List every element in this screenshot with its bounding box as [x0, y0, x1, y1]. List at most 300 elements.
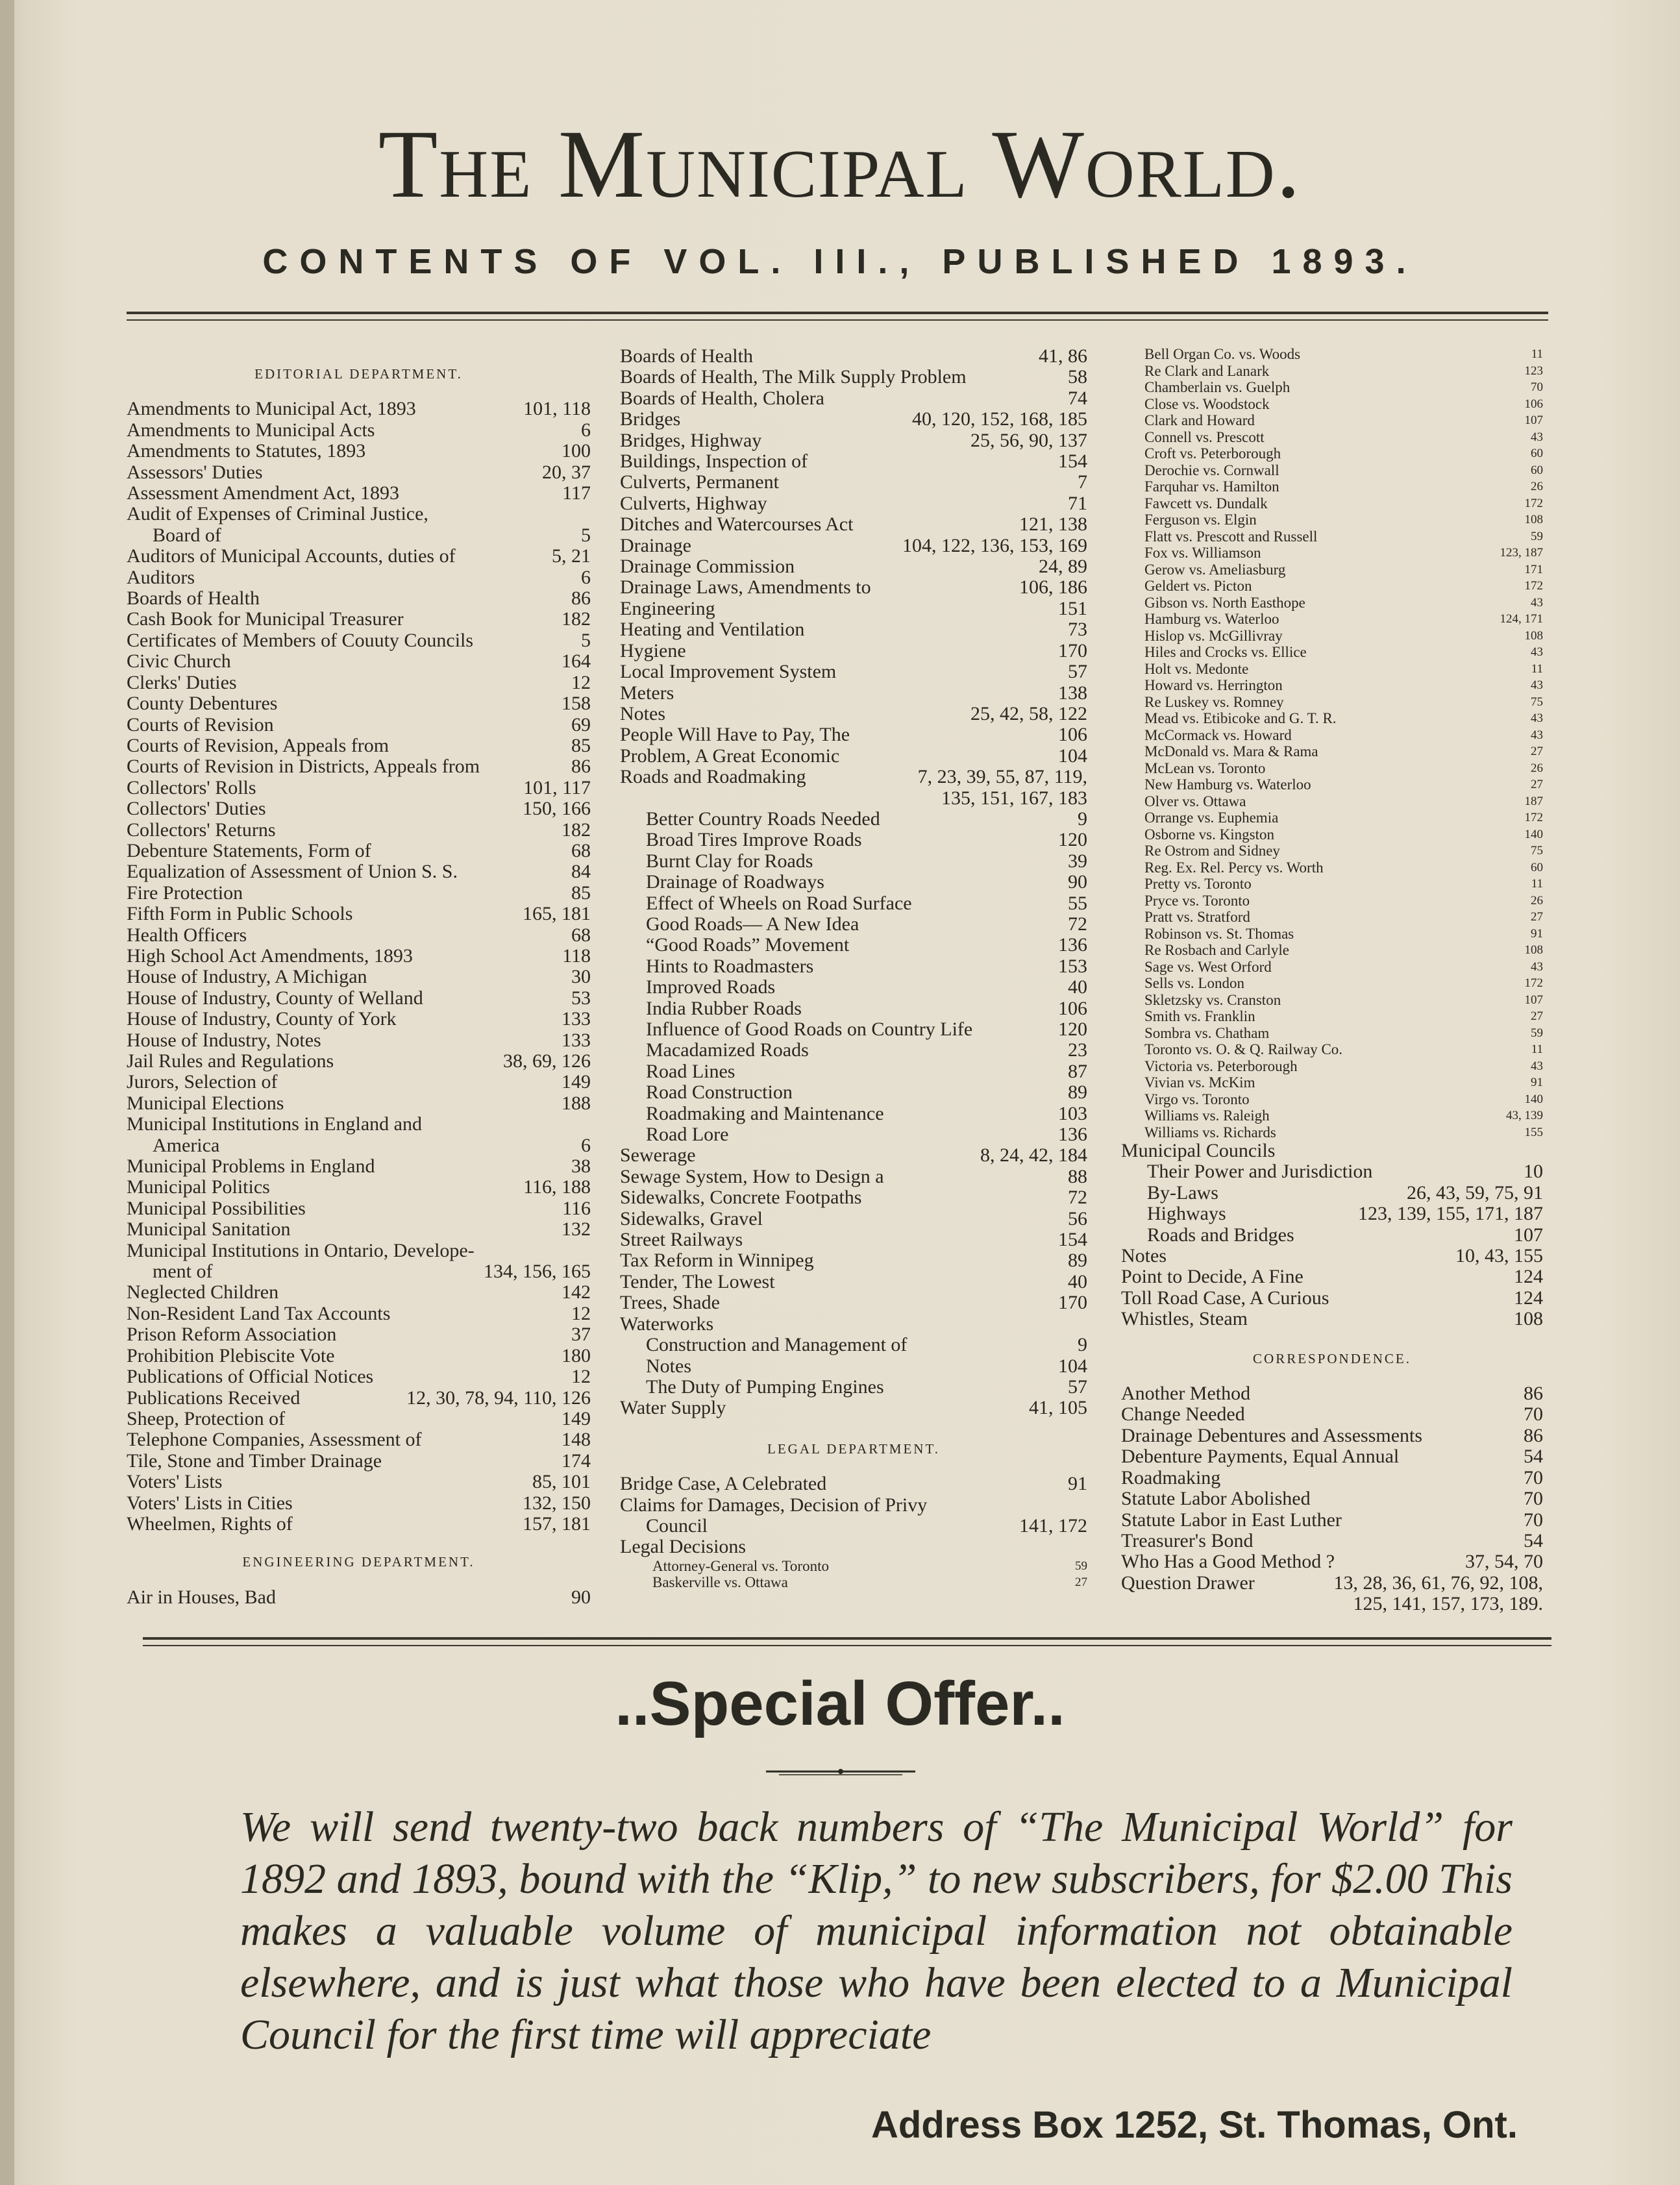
index-entry [1121, 1404, 1543, 1425]
index-entry [620, 746, 1087, 767]
index-entry [127, 1072, 591, 1092]
entry-pages: 43, 139 [1506, 1109, 1543, 1122]
entry-pages: 23 [1068, 1039, 1087, 1061]
entry-title: Improved Roads [646, 976, 776, 998]
index-entry [1121, 743, 1543, 760]
entry-title: Vivian vs. McKim [1144, 1074, 1255, 1091]
entry-pages: 8, 24, 42, 184 [980, 1144, 1087, 1167]
entry-pages: 12 [571, 1302, 591, 1324]
index-entry [127, 883, 591, 904]
entry-pages: 6 [581, 566, 591, 588]
entry-pages: 43 [1531, 595, 1543, 610]
entry-title: Heating and Ventilation [620, 619, 805, 641]
entry-title: Air in Houses, Bad [127, 1586, 276, 1608]
entry-title: Local Improvement System [620, 661, 837, 683]
index-entry [620, 1377, 1087, 1398]
entry-pages: 117 [562, 482, 591, 504]
entry-pages: 60 [1531, 447, 1543, 460]
entry-pages: 91 [1531, 1076, 1543, 1089]
entry-pages: 172 [1524, 579, 1543, 593]
entry-title: Attorney-General vs. Toronto [652, 1557, 829, 1574]
index-entry [620, 683, 1087, 704]
entry-pages: 73 [1068, 619, 1087, 641]
entry-pages: 26 [1531, 480, 1543, 493]
index-entry [127, 1093, 591, 1114]
entry-title: Derochie vs. Cornwall [1144, 462, 1279, 478]
index-entry [620, 661, 1087, 682]
index-entry [1121, 495, 1543, 512]
entry-pages: 148 [562, 1429, 591, 1451]
entry-title: Road Lore [646, 1124, 729, 1146]
entry-pages: 103 [1058, 1102, 1087, 1124]
entry-title: Fawcett vs. Dundalk [1144, 495, 1268, 512]
entry-pages: 132 [562, 1218, 591, 1241]
entry-title: Hints to Roadmasters [646, 955, 814, 977]
entry-title: Neglected Children [127, 1281, 279, 1303]
entry-title: Clerks' Duties [127, 671, 237, 693]
entry-title: Chamberlain vs. Guelph [1144, 379, 1291, 395]
entry-title: Influence of Good Roads on Country Life [646, 1018, 973, 1040]
entry-pages: 40 [1068, 976, 1087, 998]
entry-pages: 154 [1058, 451, 1087, 473]
index-entry [1121, 1551, 1543, 1572]
index-entry [127, 651, 591, 672]
index-entry [127, 756, 591, 777]
index-entry [1121, 628, 1543, 645]
index-entry [127, 1156, 591, 1177]
index-entry [1121, 1488, 1543, 1509]
entry-pages: 27 [1531, 910, 1543, 924]
entry-pages: 56 [1068, 1207, 1087, 1229]
entry-pages: 75 [1531, 844, 1543, 858]
index-entry [1121, 677, 1543, 694]
index-entry [620, 1145, 1087, 1166]
index-entry [1121, 1074, 1543, 1091]
entry-pages: 136 [1058, 1124, 1087, 1146]
index-entry [620, 809, 1087, 830]
entry-title: Pratt vs. Stratford [1144, 909, 1250, 925]
header-rule-bottom [127, 319, 1548, 321]
entry-title: Cash Book for Municipal Treasurer [127, 608, 404, 630]
index-entry [127, 1429, 591, 1450]
entry-title: Hiles and Crocks vs. Ellice [1144, 644, 1307, 660]
index-entry [1121, 1008, 1543, 1025]
entry-title: McCormack vs. Howard [1144, 726, 1292, 743]
entry-title: Sombra vs. Chatham [1144, 1024, 1270, 1041]
entry-pages: 38, 69, 126 [503, 1050, 591, 1072]
entry-pages: 187 [1524, 794, 1543, 808]
footer-rule-top [143, 1637, 1551, 1640]
entry-title: Collectors' Rolls [127, 776, 256, 798]
entry-title: Assessors' Duties [127, 461, 263, 483]
entry-title: Municipal Possibilities [127, 1197, 306, 1219]
entry-pages: 43 [1531, 645, 1543, 659]
entry-title: Health Officers [127, 924, 247, 946]
entry-title: Wheelmen, Rights of [127, 1512, 293, 1535]
entry-pages: 11 [1531, 1043, 1543, 1056]
entry-pages: 11 [1531, 877, 1543, 891]
entry-title: Sidewalks, Concrete Footpaths [620, 1187, 862, 1209]
index-entry [1121, 876, 1543, 893]
entry-pages: 25, 56, 90, 137 [970, 429, 1087, 451]
entry-title: Collectors' Returns [127, 819, 276, 841]
entry-title: Toronto vs. O. & Q. Railway Co. [1144, 1041, 1343, 1057]
special-offer-heading: ..Special Offer.. [615, 1669, 1065, 1738]
index-entry [620, 1272, 1087, 1292]
entry-title: India Rubber Roads [646, 997, 802, 1019]
entry-title: Question Drawer [1121, 1572, 1255, 1594]
entry-title: Mead vs. Etibicoke and G. T. R. [1144, 710, 1337, 726]
entry-pages: 172 [1524, 976, 1543, 990]
entry-pages: 101, 117 [523, 776, 591, 798]
index-entry [1121, 578, 1543, 595]
entry-pages: 54 [1524, 1446, 1543, 1468]
entry-title: Boards of Health [620, 345, 753, 367]
index-entry [127, 504, 591, 525]
index-entry [1121, 776, 1543, 793]
entry-pages: 43 [1531, 678, 1543, 692]
index-entry [1121, 1124, 1543, 1141]
index-entry [620, 1516, 1087, 1537]
entry-pages: 116 [562, 1197, 591, 1219]
entry-pages: 70 [1524, 1509, 1543, 1531]
entry-pages: 11 [1531, 661, 1543, 676]
entry-title: Jurors, Selection of [127, 1071, 278, 1093]
index-entry [1121, 893, 1543, 909]
correspondence-list [1121, 1383, 1543, 1614]
index-entry [1121, 1309, 1543, 1329]
index-entry [620, 1019, 1087, 1040]
entry-title: Amendments to Municipal Act, 1893 [127, 398, 416, 420]
entry-pages: 5 [581, 629, 591, 651]
entry-pages: 123, 139, 155, 171, 187 [1358, 1203, 1543, 1225]
entry-title: Construction and Management of [646, 1334, 908, 1356]
entry-pages: 85 [571, 882, 591, 904]
entry-title: Culverts, Highway [620, 492, 767, 514]
entry-pages: 90 [1068, 871, 1087, 893]
entry-title: Equalization of Assessment of Union S. S. [127, 861, 458, 883]
index-entry [1121, 1468, 1543, 1488]
footer-rule-bottom [143, 1645, 1551, 1646]
entry-pages: 107 [1514, 1224, 1543, 1246]
entry-pages: 154 [1058, 1229, 1087, 1251]
index-entry [1121, 1594, 1543, 1614]
entry-title: Collectors' Duties [127, 798, 266, 820]
index-entry [1121, 1426, 1543, 1446]
entry-pages: 43 [1531, 430, 1543, 444]
entry-pages: 43 [1531, 711, 1543, 725]
index-entry [620, 1250, 1087, 1271]
entry-title: Non-Resident Land Tax Accounts [127, 1302, 391, 1324]
entry-title: Williams vs. Richards [1144, 1124, 1276, 1141]
entry-title: Trees, Shade [620, 1292, 720, 1314]
index-entry [127, 715, 591, 735]
index-entry [127, 525, 591, 546]
entry-pages: 41, 105 [1029, 1397, 1087, 1419]
entry-pages: 118 [562, 944, 591, 967]
entry-title: Municipal Politics [127, 1176, 270, 1198]
index-entry [1121, 909, 1543, 926]
index-entry [127, 588, 591, 609]
index-entry [1121, 1266, 1543, 1287]
index-entry [127, 1114, 591, 1135]
index-entry [620, 1356, 1087, 1377]
entry-title: Statute Labor in East Luther [1121, 1509, 1342, 1531]
index-entry [127, 861, 591, 882]
entry-title: Courts of Revision in Districts, Appeals from [127, 756, 480, 778]
entry-title: Courts of Revision, Appeals from [127, 734, 389, 756]
entry-title: Voters' Lists [127, 1471, 223, 1493]
entry-title: Road Construction [646, 1081, 793, 1104]
entry-title: Pretty vs. Toronto [1144, 876, 1252, 892]
entry-title: Statute Labor Abolished [1121, 1488, 1311, 1510]
entry-pages: 59 [1531, 529, 1543, 543]
index-entry [127, 1366, 591, 1387]
entry-pages: 12 [571, 671, 591, 693]
index-entry [1121, 1025, 1543, 1042]
index-entry [1121, 926, 1543, 943]
entry-title: Engineering [620, 597, 715, 619]
entry-title: People Will Have to Pay, The [620, 724, 850, 746]
entry-pages: 70 [1524, 1466, 1543, 1488]
index-entry [620, 914, 1087, 935]
index-entry [1121, 1141, 1543, 1161]
index-entry [127, 693, 591, 714]
entry-title: Clark and Howard [1144, 412, 1255, 428]
entry-pages: 85, 101 [532, 1471, 591, 1493]
index-entry [620, 388, 1087, 409]
index-entry [127, 399, 591, 419]
index-entry [620, 893, 1087, 914]
entry-title: Buildings, Inspection of [620, 451, 808, 473]
entry-title: Drainage of Roadways [646, 871, 824, 893]
entry-pages: 72 [1068, 1187, 1087, 1209]
entry-pages: 25, 42, 58, 122 [970, 702, 1087, 724]
entry-title: Board of [153, 524, 221, 546]
entry-pages: 27 [1531, 1009, 1543, 1023]
entry-title: Skletzsky vs. Cranston [1144, 991, 1281, 1008]
index-entry [127, 462, 591, 483]
index-entry [1121, 1183, 1543, 1204]
index-entry [620, 1187, 1087, 1208]
entry-title: Holt vs. Medonte [1144, 660, 1249, 677]
entry-pages: 133 [562, 1008, 591, 1030]
entry-title: Telephone Companies, Assessment of [127, 1429, 422, 1451]
entry-title: Another Method [1121, 1383, 1251, 1405]
entry-pages: 30 [571, 966, 591, 988]
entry-title: Re Luskey vs. Romney [1144, 693, 1284, 710]
entry-pages: 100 [562, 440, 591, 462]
entry-title: Bridges, Highway [620, 429, 762, 451]
index-entry [1121, 462, 1543, 479]
entry-pages: 9 [1078, 1334, 1087, 1356]
entry-title: Publications Received [127, 1387, 301, 1409]
entry-title: Bridges [620, 408, 681, 430]
entry-title: Assessment Amendment Act, 1893 [127, 482, 399, 504]
index-entry [1121, 1161, 1543, 1182]
index-entry [127, 546, 591, 567]
entry-title: Tile, Stone and Timber Drainage [127, 1450, 382, 1472]
entry-pages: 120 [1058, 1018, 1087, 1040]
entry-title: New Hamburg vs. Waterloo [1144, 776, 1311, 793]
index-entry [1121, 710, 1543, 727]
entry-title: Effect of Wheels on Road Surface [646, 892, 912, 914]
entry-title: Farquhar vs. Hamilton [1144, 478, 1279, 495]
index-entry [127, 820, 591, 841]
entry-pages: 57 [1068, 661, 1087, 683]
index-entry [620, 956, 1087, 977]
index-entry [620, 872, 1087, 893]
entry-pages: 5 [581, 524, 591, 546]
entry-title: Their Power and Jurisdiction [1147, 1161, 1373, 1183]
entry-title: Drainage Laws, Amendments to [620, 576, 871, 599]
entry-title: Change Needed [1121, 1403, 1245, 1426]
entry-title: Broad Tires Improve Roads [646, 829, 862, 851]
index-entry [127, 1451, 591, 1472]
index-entry [127, 673, 591, 693]
index-entry [127, 420, 591, 441]
entry-title: Prohibition Plebiscite Vote [127, 1344, 335, 1366]
entry-pages: 108 [1524, 628, 1543, 643]
index-entry [1121, 379, 1543, 396]
index-entry [1121, 1531, 1543, 1551]
entry-pages: 104, 122, 136, 153, 169 [902, 534, 1087, 556]
index-entry [1121, 595, 1543, 611]
header-rule-top [127, 312, 1548, 314]
entry-title: Gibson vs. North Easthope [1144, 594, 1305, 611]
index-entry [127, 925, 591, 946]
entry-title: The Duty of Pumping Engines [646, 1376, 884, 1398]
entry-title: Voters' Lists in Cities [127, 1492, 293, 1514]
entry-title: Municipal Elections [127, 1092, 284, 1114]
entry-pages: 101, 118 [523, 398, 591, 420]
entry-title: Boards of Health, Cholera [620, 387, 824, 409]
index-entry [620, 830, 1087, 850]
entry-pages: 135, 151, 167, 183 [941, 787, 1087, 809]
entry-title: Sheep, Protection of [127, 1407, 286, 1429]
entry-pages: 10, 43, 155 [1455, 1245, 1543, 1267]
index-entry [620, 556, 1087, 577]
entry-title: Council [646, 1514, 708, 1537]
index-entry [620, 1082, 1087, 1103]
entry-pages: 91 [1068, 1473, 1087, 1495]
index-entry [1121, 478, 1543, 495]
entry-pages: 70 [1524, 1488, 1543, 1510]
entry-title: Roads and Roadmaking [620, 766, 806, 788]
entry-pages: 164 [562, 650, 591, 673]
editorial-list [127, 399, 591, 1535]
index-entry [1121, 760, 1543, 777]
column-middle [620, 346, 1087, 1591]
entry-title: Connell vs. Prescott [1144, 428, 1265, 445]
index-entry [1121, 611, 1543, 628]
index-entry [620, 704, 1087, 724]
entry-pages: 142 [562, 1281, 591, 1303]
entry-pages: 104 [1058, 745, 1087, 767]
entry-title: Pryce vs. Toronto [1144, 892, 1250, 909]
index-entry [127, 1388, 591, 1409]
entry-title: Re Ostrom and Sidney [1144, 843, 1280, 859]
contents-subtitle: CONTENTS OF VOL. III., PUBLISHED 1893. [262, 242, 1418, 281]
special-offer-text: We will send twenty-two back numbers of “The Municipal World” for 1892 and 1893, bound with the “Klip,” to new subscribers, for $2.00 This makes a valuable volume of municipal information not obtainable elsewhere, and is just what those who have been elected to a Municipal Council for the first time will appreciate [240, 1803, 1513, 2058]
index-entry [127, 778, 591, 798]
index-entry [1121, 793, 1543, 810]
index-entry [1121, 346, 1543, 363]
entry-pages: 72 [1068, 913, 1087, 935]
index-entry [620, 1537, 1087, 1557]
index-entry [620, 1124, 1087, 1145]
entry-title: Treasurer's Bond [1121, 1529, 1254, 1551]
entry-title: Boards of Health, The Milk Supply Problem [620, 366, 967, 388]
entry-pages: 11 [1531, 347, 1543, 361]
entry-title: Flatt vs. Prescott and Russell [1144, 528, 1318, 545]
entry-title: Notes [646, 1355, 691, 1377]
entry-pages: 106 [1058, 724, 1087, 746]
index-entry [620, 514, 1087, 535]
entry-title: Hislop vs. McGillivray [1144, 627, 1283, 644]
section-heading-engineering: ENGINEERING DEPARTMENT. [242, 1554, 475, 1570]
entry-title: Ditches and Watercourses Act [620, 513, 854, 536]
entry-title: County Debentures [127, 693, 278, 715]
entry-title: Prison Reform Association [127, 1324, 337, 1346]
entry-title: Roads and Bridges [1147, 1224, 1294, 1246]
entry-pages: 89 [1068, 1250, 1087, 1272]
index-entry [1121, 694, 1543, 711]
entry-title: Amendments to Municipal Acts [127, 419, 375, 441]
entry-title: Good Roads— A New Idea [646, 913, 859, 935]
entry-pages: 108 [1514, 1308, 1543, 1330]
entry-pages: 151 [1058, 597, 1087, 619]
entry-pages: 124 [1514, 1287, 1543, 1309]
entry-title: Orrange vs. Euphemia [1144, 809, 1279, 826]
entry-pages: 26 [1531, 893, 1543, 907]
middle-list [620, 346, 1087, 1419]
entry-title: Street Railways [620, 1229, 743, 1251]
entry-title: Notes [620, 702, 665, 724]
entry-pages: 87 [1068, 1060, 1087, 1082]
entry-pages: 138 [1058, 682, 1087, 704]
entry-pages: 43 [1531, 1059, 1543, 1073]
entry-pages: 107 [1524, 414, 1543, 427]
entry-pages: 88 [1068, 1165, 1087, 1187]
engineering-list [127, 1587, 591, 1608]
entry-title: McLean vs. Toronto [1144, 759, 1266, 776]
index-entry [1121, 644, 1543, 661]
legal-cases-list [620, 1558, 1087, 1591]
entry-title: High School Act Amendments, 1893 [127, 944, 413, 967]
index-entry [1121, 975, 1543, 992]
index-entry [1121, 1288, 1543, 1309]
ornament-divider [766, 1767, 915, 1776]
index-entry [620, 577, 1087, 598]
entry-pages: 40, 120, 152, 168, 185 [912, 408, 1087, 430]
index-entry [620, 472, 1087, 493]
index-entry [1121, 1091, 1543, 1108]
entry-pages: 26 [1531, 761, 1543, 775]
index-entry [127, 798, 591, 819]
index-entry [127, 1198, 591, 1219]
index-entry [1121, 512, 1543, 528]
index-entry [127, 567, 591, 588]
entry-pages: 123, 187 [1500, 546, 1543, 560]
entry-pages: 106 [1058, 997, 1087, 1019]
index-entry [620, 1474, 1087, 1494]
index-entry [127, 904, 591, 924]
index-entry [127, 1009, 591, 1030]
entry-pages: 106, 186 [1019, 576, 1087, 599]
entry-title: Sage vs. West Orford [1144, 958, 1272, 975]
index-entry [127, 1219, 591, 1240]
